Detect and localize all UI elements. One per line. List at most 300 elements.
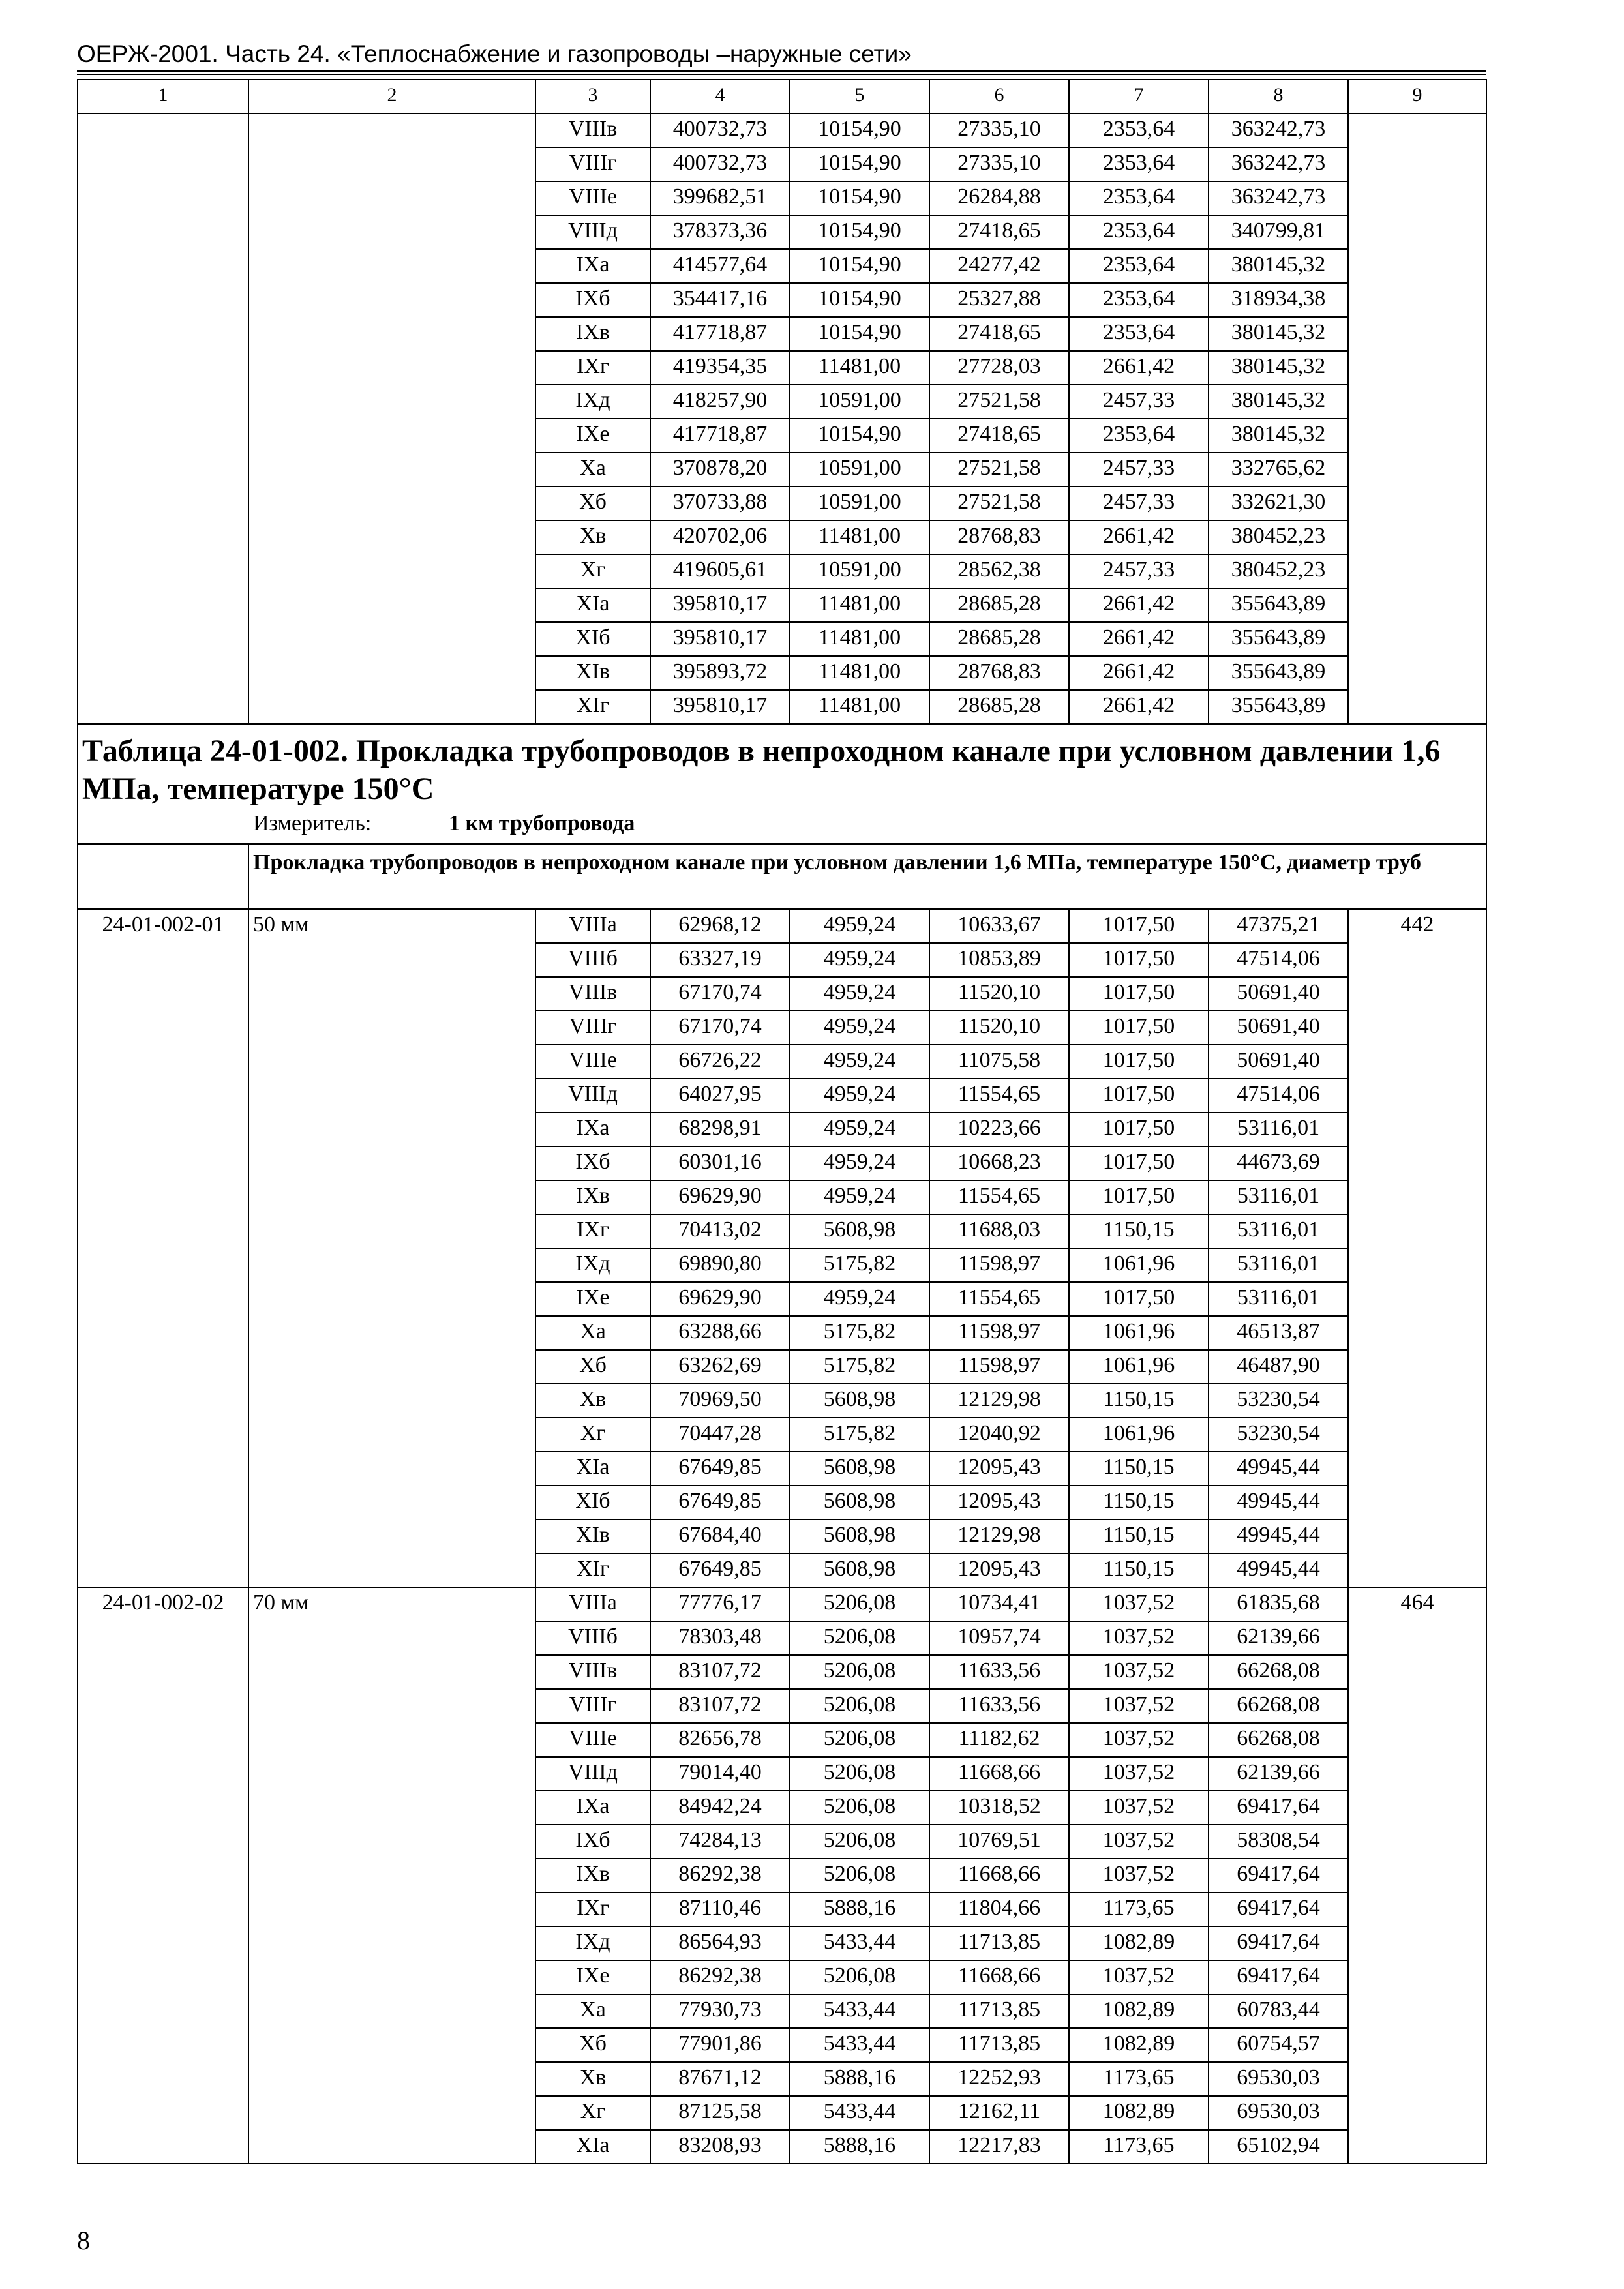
table-row	[78, 909, 1486, 943]
value-cell: 67649,85	[650, 1452, 790, 1486]
value-cell: 28685,28	[929, 690, 1069, 724]
value-cell: 28768,83	[929, 520, 1069, 554]
header-rule-thin	[77, 74, 1486, 75]
value-cell: 24277,42	[929, 249, 1069, 283]
name-cell	[248, 147, 535, 181]
value-cell: 1082,89	[1069, 1926, 1209, 1960]
value-cell: 67649,85	[650, 1486, 790, 1519]
value-cell: IXд	[535, 1248, 650, 1282]
name-cell	[248, 588, 535, 622]
value-cell: VIIIв	[535, 977, 650, 1011]
value-cell: 363242,73	[1209, 113, 1348, 147]
value-cell: 11633,56	[929, 1689, 1069, 1723]
value-cell: 1017,50	[1069, 909, 1209, 943]
value-cell: 380145,32	[1209, 385, 1348, 419]
value-cell: IXе	[535, 1960, 650, 1994]
value-cell: XIб	[535, 1486, 650, 1519]
value-cell: Xг	[535, 2096, 650, 2130]
value-cell: 11688,03	[929, 1214, 1069, 1248]
value-cell: 1037,52	[1069, 1825, 1209, 1859]
value-cell: 69530,03	[1209, 2062, 1348, 2096]
value-cell: 10591,00	[790, 554, 929, 588]
col9-value: 464	[1348, 1587, 1486, 2164]
column-number: 4	[650, 80, 790, 113]
col9-cell	[1348, 283, 1486, 317]
value-cell: 53116,01	[1209, 1180, 1348, 1214]
value-cell: 49945,44	[1209, 1452, 1348, 1486]
value-cell: 2353,64	[1069, 317, 1209, 351]
code-cell	[78, 690, 248, 724]
value-cell: 12040,92	[929, 1418, 1069, 1452]
col9-cell	[1348, 520, 1486, 554]
column-number-row	[78, 80, 1486, 113]
value-cell: XIа	[535, 588, 650, 622]
value-cell: 60783,44	[1209, 1994, 1348, 2028]
value-cell: Xв	[535, 1384, 650, 1418]
value-cell: 5608,98	[790, 1553, 929, 1587]
value-cell: 11481,00	[790, 351, 929, 385]
rate-code: 24-01-002-01	[78, 909, 248, 1587]
value-cell: 5433,44	[790, 1994, 929, 2028]
table-row	[78, 453, 1486, 486]
value-cell: 318934,38	[1209, 283, 1348, 317]
value-cell: IXе	[535, 1282, 650, 1316]
value-cell: 67684,40	[650, 1519, 790, 1553]
table-row	[78, 554, 1486, 588]
value-cell: 46513,87	[1209, 1316, 1348, 1350]
value-cell: 10853,89	[929, 943, 1069, 977]
code-cell	[78, 147, 248, 181]
value-cell: 69417,64	[1209, 1859, 1348, 1893]
value-cell: 27335,10	[929, 113, 1069, 147]
value-cell: 66726,22	[650, 1045, 790, 1079]
column-number: 3	[535, 80, 650, 113]
value-cell: 340799,81	[1209, 215, 1348, 249]
value-cell: IXв	[535, 317, 650, 351]
value-cell: 380145,32	[1209, 419, 1348, 453]
value-cell: VIIIе	[535, 1045, 650, 1079]
table-row	[78, 113, 1486, 147]
value-cell: 12217,83	[929, 2130, 1069, 2164]
code-cell	[78, 249, 248, 283]
value-cell: 87110,46	[650, 1893, 790, 1926]
value-cell: 5206,08	[790, 1791, 929, 1825]
value-cell: 2353,64	[1069, 283, 1209, 317]
table-row	[78, 385, 1486, 419]
value-cell: IXа	[535, 1791, 650, 1825]
value-cell: VIIIе	[535, 181, 650, 215]
value-cell: 11668,66	[929, 1960, 1069, 1994]
value-cell: 27418,65	[929, 215, 1069, 249]
value-cell: 10154,90	[790, 215, 929, 249]
value-cell: 11668,66	[929, 1859, 1069, 1893]
value-cell: 355643,89	[1209, 690, 1348, 724]
value-cell: 2661,42	[1069, 351, 1209, 385]
value-cell: 4959,24	[790, 1282, 929, 1316]
value-cell: 2661,42	[1069, 622, 1209, 656]
table-row	[78, 351, 1486, 385]
value-cell: 418257,90	[650, 385, 790, 419]
value-cell: 27521,58	[929, 453, 1069, 486]
value-cell: 83107,72	[650, 1655, 790, 1689]
value-cell: 69890,80	[650, 1248, 790, 1282]
value-cell: 11481,00	[790, 622, 929, 656]
value-cell: 1150,15	[1069, 1384, 1209, 1418]
code-cell	[78, 486, 248, 520]
value-cell: 1082,89	[1069, 2028, 1209, 2062]
value-cell: 27418,65	[929, 317, 1069, 351]
value-cell: 5608,98	[790, 1452, 929, 1486]
col9-cell	[1348, 317, 1486, 351]
subheader-row	[78, 844, 1486, 909]
value-cell: 12095,43	[929, 1486, 1069, 1519]
col9-value: 442	[1348, 909, 1486, 1587]
value-cell: 1017,50	[1069, 943, 1209, 977]
value-cell: 1037,52	[1069, 1621, 1209, 1655]
value-cell: 1061,96	[1069, 1248, 1209, 1282]
table-row	[78, 249, 1486, 283]
value-cell: 70413,02	[650, 1214, 790, 1248]
value-cell: 27728,03	[929, 351, 1069, 385]
value-cell: XIа	[535, 1452, 650, 1486]
name-cell	[248, 215, 535, 249]
value-cell: 53116,01	[1209, 1214, 1348, 1248]
value-cell: 12095,43	[929, 1553, 1069, 1587]
value-cell: 378373,36	[650, 215, 790, 249]
value-cell: 68298,91	[650, 1113, 790, 1146]
value-cell: 10154,90	[790, 147, 929, 181]
value-cell: 53230,54	[1209, 1418, 1348, 1452]
value-cell: 1017,50	[1069, 1146, 1209, 1180]
value-cell: 1017,50	[1069, 1282, 1209, 1316]
value-cell: 27521,58	[929, 385, 1069, 419]
column-number: 9	[1348, 80, 1486, 113]
value-cell: 419354,35	[650, 351, 790, 385]
value-cell: 5175,82	[790, 1316, 929, 1350]
value-cell: XIб	[535, 622, 650, 656]
value-cell: 2661,42	[1069, 690, 1209, 724]
value-cell: 10154,90	[790, 249, 929, 283]
value-cell: 5206,08	[790, 1587, 929, 1621]
value-cell: 1037,52	[1069, 1859, 1209, 1893]
code-cell	[78, 588, 248, 622]
value-cell: 4959,24	[790, 1079, 929, 1113]
value-cell: 380452,23	[1209, 520, 1348, 554]
value-cell: 53230,54	[1209, 1384, 1348, 1418]
value-cell: 1061,96	[1069, 1350, 1209, 1384]
table-row	[78, 283, 1486, 317]
value-cell: Xг	[535, 1418, 650, 1452]
value-cell: 400732,73	[650, 147, 790, 181]
name-cell	[248, 113, 535, 147]
value-cell: 2661,42	[1069, 588, 1209, 622]
value-cell: IXд	[535, 385, 650, 419]
column-number: 8	[1209, 80, 1348, 113]
value-cell: 1037,52	[1069, 1655, 1209, 1689]
value-cell: VIIIа	[535, 909, 650, 943]
value-cell: 2661,42	[1069, 656, 1209, 690]
col9-cell	[1348, 622, 1486, 656]
value-cell: VIIIа	[535, 1587, 650, 1621]
value-cell: 420702,06	[650, 520, 790, 554]
col9-cell	[1348, 588, 1486, 622]
value-cell: 5206,08	[790, 1689, 929, 1723]
name-cell	[248, 520, 535, 554]
header-rule	[77, 70, 1486, 72]
value-cell: 5175,82	[790, 1350, 929, 1384]
value-cell: 1173,65	[1069, 2062, 1209, 2096]
value-cell: 83208,93	[650, 2130, 790, 2164]
value-cell: 69417,64	[1209, 1926, 1348, 1960]
value-cell: 49945,44	[1209, 1519, 1348, 1553]
value-cell: Xб	[535, 486, 650, 520]
value-cell: 1037,52	[1069, 1757, 1209, 1791]
value-cell: IXе	[535, 419, 650, 453]
value-cell: Xб	[535, 2028, 650, 2062]
unit-label: Измеритель:	[253, 811, 372, 835]
value-cell: 2457,33	[1069, 486, 1209, 520]
value-cell: IXг	[535, 1893, 650, 1926]
value-cell: 27418,65	[929, 419, 1069, 453]
value-cell: 11481,00	[790, 656, 929, 690]
value-cell: IXа	[535, 1113, 650, 1146]
name-cell	[248, 453, 535, 486]
value-cell: 10633,67	[929, 909, 1069, 943]
value-cell: 5888,16	[790, 1893, 929, 1926]
value-cell: 1173,65	[1069, 2130, 1209, 2164]
value-cell: 1017,50	[1069, 977, 1209, 1011]
value-cell: 11520,10	[929, 1011, 1069, 1045]
name-cell	[248, 656, 535, 690]
value-cell: VIIIд	[535, 1757, 650, 1791]
value-cell: 47375,21	[1209, 909, 1348, 943]
value-cell: 2353,64	[1069, 249, 1209, 283]
value-cell: 2457,33	[1069, 453, 1209, 486]
code-cell	[78, 554, 248, 588]
name-cell	[248, 419, 535, 453]
value-cell: 355643,89	[1209, 588, 1348, 622]
value-cell: 4959,24	[790, 943, 929, 977]
value-cell: XIг	[535, 690, 650, 724]
value-cell: 11554,65	[929, 1180, 1069, 1214]
value-cell: 2353,64	[1069, 215, 1209, 249]
value-cell: 1037,52	[1069, 1689, 1209, 1723]
value-cell: 1037,52	[1069, 1723, 1209, 1757]
table-row	[78, 419, 1486, 453]
value-cell: 87125,58	[650, 2096, 790, 2130]
value-cell: 12162,11	[929, 2096, 1069, 2130]
value-cell: 10318,52	[929, 1791, 1069, 1825]
value-cell: 12129,98	[929, 1384, 1069, 1418]
value-cell: 10769,51	[929, 1825, 1069, 1859]
value-cell: 380145,32	[1209, 249, 1348, 283]
value-cell: 380452,23	[1209, 554, 1348, 588]
value-cell: 414577,64	[650, 249, 790, 283]
table-row	[78, 147, 1486, 181]
value-cell: 1150,15	[1069, 1519, 1209, 1553]
table-row	[78, 622, 1486, 656]
value-cell: 53116,01	[1209, 1113, 1348, 1146]
value-cell: 77776,17	[650, 1587, 790, 1621]
value-cell: 11554,65	[929, 1079, 1069, 1113]
col9-cell	[1348, 215, 1486, 249]
value-cell: 86292,38	[650, 1960, 790, 1994]
value-cell: 10154,90	[790, 113, 929, 147]
name-cell	[248, 283, 535, 317]
value-cell: 77930,73	[650, 1994, 790, 2028]
col9-cell	[1348, 656, 1486, 690]
table-row	[78, 317, 1486, 351]
value-cell: 1082,89	[1069, 1994, 1209, 2028]
value-cell: 47514,06	[1209, 943, 1348, 977]
value-cell: Xв	[535, 2062, 650, 2096]
value-cell: 5608,98	[790, 1384, 929, 1418]
value-cell: 10154,90	[790, 419, 929, 453]
value-cell: 5433,44	[790, 2028, 929, 2062]
code-cell	[78, 283, 248, 317]
value-cell: 46487,90	[1209, 1350, 1348, 1384]
value-cell: 53116,01	[1209, 1248, 1348, 1282]
value-cell: 69530,03	[1209, 2096, 1348, 2130]
value-cell: 370733,88	[650, 486, 790, 520]
value-cell: 1037,52	[1069, 1960, 1209, 1994]
col9-cell	[1348, 113, 1486, 147]
value-cell: 5608,98	[790, 1519, 929, 1553]
value-cell: 60754,57	[1209, 2028, 1348, 2062]
value-cell: 5206,08	[790, 1621, 929, 1655]
value-cell: 83107,72	[650, 1689, 790, 1723]
value-cell: 12095,43	[929, 1452, 1069, 1486]
value-cell: 332621,30	[1209, 486, 1348, 520]
value-cell: 1150,15	[1069, 1214, 1209, 1248]
value-cell: 4959,24	[790, 909, 929, 943]
table-row	[78, 1587, 1486, 1621]
value-cell: 63327,19	[650, 943, 790, 977]
value-cell: 11554,65	[929, 1282, 1069, 1316]
value-cell: XIв	[535, 1519, 650, 1553]
value-cell: 11804,66	[929, 1893, 1069, 1926]
value-cell: 1173,65	[1069, 1893, 1209, 1926]
name-cell	[248, 181, 535, 215]
value-cell: 10734,41	[929, 1587, 1069, 1621]
value-cell: 1082,89	[1069, 2096, 1209, 2130]
value-cell: VIIIд	[535, 215, 650, 249]
value-cell: 11598,97	[929, 1350, 1069, 1384]
column-number: 2	[248, 80, 535, 113]
value-cell: 63262,69	[650, 1350, 790, 1384]
value-cell: 28562,38	[929, 554, 1069, 588]
value-cell: 10668,23	[929, 1146, 1069, 1180]
value-cell: 10591,00	[790, 385, 929, 419]
value-cell: 395810,17	[650, 622, 790, 656]
value-cell: 77901,86	[650, 2028, 790, 2062]
value-cell: XIа	[535, 2130, 650, 2164]
value-cell: VIIIг	[535, 147, 650, 181]
value-cell: 62968,12	[650, 909, 790, 943]
name-cell	[248, 554, 535, 588]
value-cell: 4959,24	[790, 1146, 929, 1180]
value-cell: 419605,61	[650, 554, 790, 588]
value-cell: VIIIд	[535, 1079, 650, 1113]
code-cell	[78, 113, 248, 147]
value-cell: 1037,52	[1069, 1587, 1209, 1621]
value-cell: 2353,64	[1069, 419, 1209, 453]
value-cell: 370878,20	[650, 453, 790, 486]
value-cell: 11520,10	[929, 977, 1069, 1011]
value-cell: VIIIб	[535, 943, 650, 977]
code-cell	[78, 520, 248, 554]
value-cell: 11481,00	[790, 520, 929, 554]
value-cell: 355643,89	[1209, 656, 1348, 690]
name-cell	[248, 486, 535, 520]
value-cell: 26284,88	[929, 181, 1069, 215]
value-cell: 11481,00	[790, 690, 929, 724]
value-cell: 69417,64	[1209, 1791, 1348, 1825]
value-cell: 2353,64	[1069, 181, 1209, 215]
value-cell: 27521,58	[929, 486, 1069, 520]
col9-cell	[1348, 181, 1486, 215]
pipe-diameter: 50 мм	[248, 909, 535, 1587]
value-cell: 2457,33	[1069, 554, 1209, 588]
value-cell: 11633,56	[929, 1655, 1069, 1689]
code-cell	[78, 181, 248, 215]
column-number: 6	[929, 80, 1069, 113]
page-header	[77, 38, 1486, 77]
rate-code: 24-01-002-02	[78, 1587, 248, 2164]
value-cell: 60301,16	[650, 1146, 790, 1180]
value-cell: 1150,15	[1069, 1553, 1209, 1587]
name-cell	[248, 249, 535, 283]
value-cell: IXб	[535, 283, 650, 317]
value-cell: 66268,08	[1209, 1723, 1348, 1757]
table-row	[78, 588, 1486, 622]
column-number: 7	[1069, 80, 1209, 113]
value-cell: 1037,52	[1069, 1791, 1209, 1825]
subheader-empty-cell	[78, 844, 248, 909]
code-cell	[78, 419, 248, 453]
unit-line	[82, 811, 1482, 837]
value-cell: VIIIг	[535, 1011, 650, 1045]
col9-cell	[1348, 453, 1486, 486]
value-cell: 1061,96	[1069, 1418, 1209, 1452]
value-cell: 5433,44	[790, 2096, 929, 2130]
table-row	[78, 486, 1486, 520]
value-cell: 5433,44	[790, 1926, 929, 1960]
value-cell: 11182,62	[929, 1723, 1069, 1757]
value-cell: 11713,85	[929, 1994, 1069, 2028]
code-cell	[78, 453, 248, 486]
subheader-cell: Прокладка трубопроводов в непроходном канале при условном давлении 1,6 МПа, температуре 150°С, диаметр труб	[248, 844, 1486, 909]
column-number: 1	[78, 80, 248, 113]
value-cell: 87671,12	[650, 2062, 790, 2096]
value-cell: 2457,33	[1069, 385, 1209, 419]
value-cell: 47514,06	[1209, 1079, 1348, 1113]
col9-cell	[1348, 554, 1486, 588]
value-cell: 74284,13	[650, 1825, 790, 1859]
value-cell: 11713,85	[929, 1926, 1069, 1960]
value-cell: 363242,73	[1209, 147, 1348, 181]
value-cell: 78303,48	[650, 1621, 790, 1655]
value-cell: 1017,50	[1069, 1011, 1209, 1045]
value-cell: Xг	[535, 554, 650, 588]
value-cell: 69629,90	[650, 1180, 790, 1214]
value-cell: 44673,69	[1209, 1146, 1348, 1180]
value-cell: 82656,78	[650, 1723, 790, 1757]
document-title: ОЕРЖ-2001. Часть 24. «Теплоснабжение и газопроводы –наружные сети»	[77, 40, 912, 67]
value-cell: 66268,08	[1209, 1655, 1348, 1689]
value-cell: 11668,66	[929, 1757, 1069, 1791]
value-cell: 5206,08	[790, 1757, 929, 1791]
